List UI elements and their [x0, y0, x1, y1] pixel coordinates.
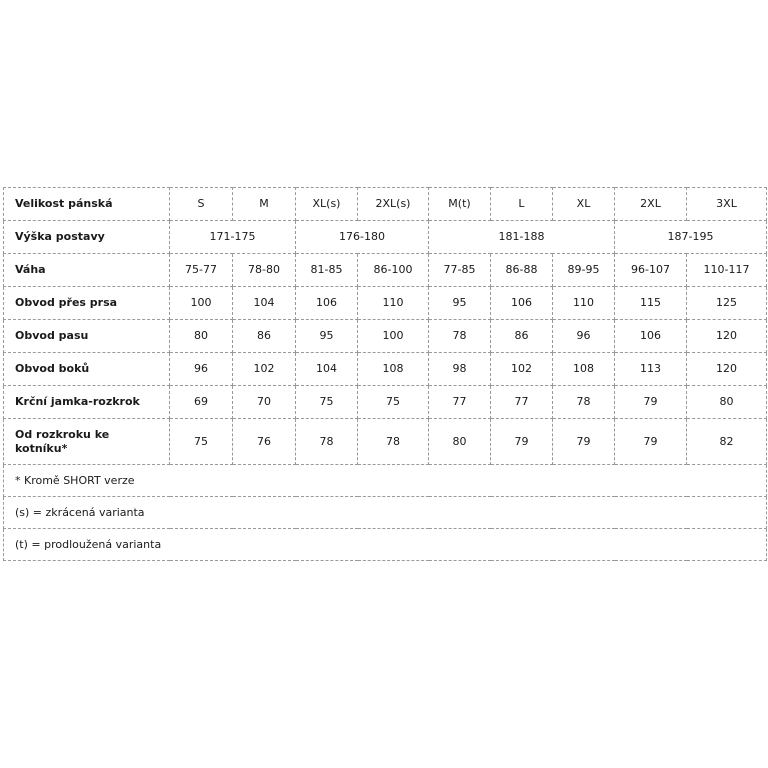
table-cell: 79 — [553, 419, 615, 465]
footnote-short: * Kromě SHORT verze — [4, 465, 767, 497]
height-label: Výška postavy — [4, 221, 170, 254]
table-cell: 75 — [296, 386, 358, 419]
table-cell: 110 — [553, 287, 615, 320]
table-row — [4, 353, 767, 386]
row-label: Obvod pasu — [4, 320, 170, 353]
table-cell: 106 — [491, 287, 553, 320]
table-cell: 106 — [615, 320, 687, 353]
size-header-cell: L — [491, 188, 553, 221]
table-cell: 95 — [429, 287, 491, 320]
table-cell: 80 — [687, 386, 767, 419]
table-cell: 102 — [233, 353, 296, 386]
size-header-cell: M(t) — [429, 188, 491, 221]
table-cell: 69 — [170, 386, 233, 419]
table-cell: 86 — [233, 320, 296, 353]
table-cell: 102 — [491, 353, 553, 386]
table-cell: 77 — [491, 386, 553, 419]
footnote-short-variant: (s) = zkrácená varianta — [4, 497, 767, 529]
height-row — [4, 221, 767, 254]
size-header-cell: 3XL — [687, 188, 767, 221]
row-label: Obvod přes prsa — [4, 287, 170, 320]
size-header-cell: 2XL — [615, 188, 687, 221]
table-row — [4, 386, 767, 419]
table-row — [4, 320, 767, 353]
table-cell: 75 — [358, 386, 429, 419]
header-row — [4, 188, 767, 221]
table-cell: 78 — [296, 419, 358, 465]
table-cell: 79 — [615, 419, 687, 465]
table-cell: 110 — [358, 287, 429, 320]
table-cell: 110-117 — [687, 254, 767, 287]
table-cell: 80 — [170, 320, 233, 353]
table-cell: 78 — [553, 386, 615, 419]
table-cell: 106 — [296, 287, 358, 320]
table-cell: 96 — [553, 320, 615, 353]
size-header-cell: M — [233, 188, 296, 221]
size-header-cell: 2XL(s) — [358, 188, 429, 221]
table-cell: 100 — [358, 320, 429, 353]
table-row — [4, 287, 767, 320]
table-cell: 104 — [296, 353, 358, 386]
table-cell: 77-85 — [429, 254, 491, 287]
table-cell: 79 — [615, 386, 687, 419]
size-chart-table — [3, 187, 767, 561]
table-cell: 79 — [491, 419, 553, 465]
table-cell: 78 — [358, 419, 429, 465]
size-header-cell: S — [170, 188, 233, 221]
table-cell: 96-107 — [615, 254, 687, 287]
height-group-cell: 187-195 — [615, 221, 767, 254]
table-cell: 75-77 — [170, 254, 233, 287]
table-cell: 115 — [615, 287, 687, 320]
table-cell: 81-85 — [296, 254, 358, 287]
table-row — [4, 254, 767, 287]
row-label: Od rozkroku ke kotníku* — [4, 419, 170, 465]
row-label: Krční jamka-rozkrok — [4, 386, 170, 419]
table-cell: 100 — [170, 287, 233, 320]
table-row — [4, 419, 767, 465]
table-cell: 86-100 — [358, 254, 429, 287]
table-cell: 95 — [296, 320, 358, 353]
table-cell: 82 — [687, 419, 767, 465]
table-cell: 78-80 — [233, 254, 296, 287]
table-cell: 70 — [233, 386, 296, 419]
table-cell: 78 — [429, 320, 491, 353]
table-cell: 108 — [358, 353, 429, 386]
footnote-tall-variant: (t) = prodloužená varianta — [4, 529, 767, 561]
size-header-cell: XL(s) — [296, 188, 358, 221]
table-cell: 113 — [615, 353, 687, 386]
table-cell: 80 — [429, 419, 491, 465]
table-cell: 89-95 — [553, 254, 615, 287]
height-group-cell: 181-188 — [429, 221, 615, 254]
height-group-cell: 171-175 — [170, 221, 296, 254]
table-cell: 75 — [170, 419, 233, 465]
note-row — [4, 529, 767, 561]
table-cell: 86-88 — [491, 254, 553, 287]
table-cell: 77 — [429, 386, 491, 419]
height-group-cell: 176-180 — [296, 221, 429, 254]
table-cell: 86 — [491, 320, 553, 353]
table-cell: 104 — [233, 287, 296, 320]
table-cell: 96 — [170, 353, 233, 386]
table-cell: 125 — [687, 287, 767, 320]
table-cell: 98 — [429, 353, 491, 386]
table-cell: 120 — [687, 353, 767, 386]
note-row — [4, 465, 767, 497]
row-label: Váha — [4, 254, 170, 287]
size-header-cell: XL — [553, 188, 615, 221]
table-cell: 120 — [687, 320, 767, 353]
table-cell: 76 — [233, 419, 296, 465]
note-row — [4, 497, 767, 529]
row-label: Obvod boků — [4, 353, 170, 386]
header-label: Velikost pánská — [4, 188, 170, 221]
table-cell: 108 — [553, 353, 615, 386]
